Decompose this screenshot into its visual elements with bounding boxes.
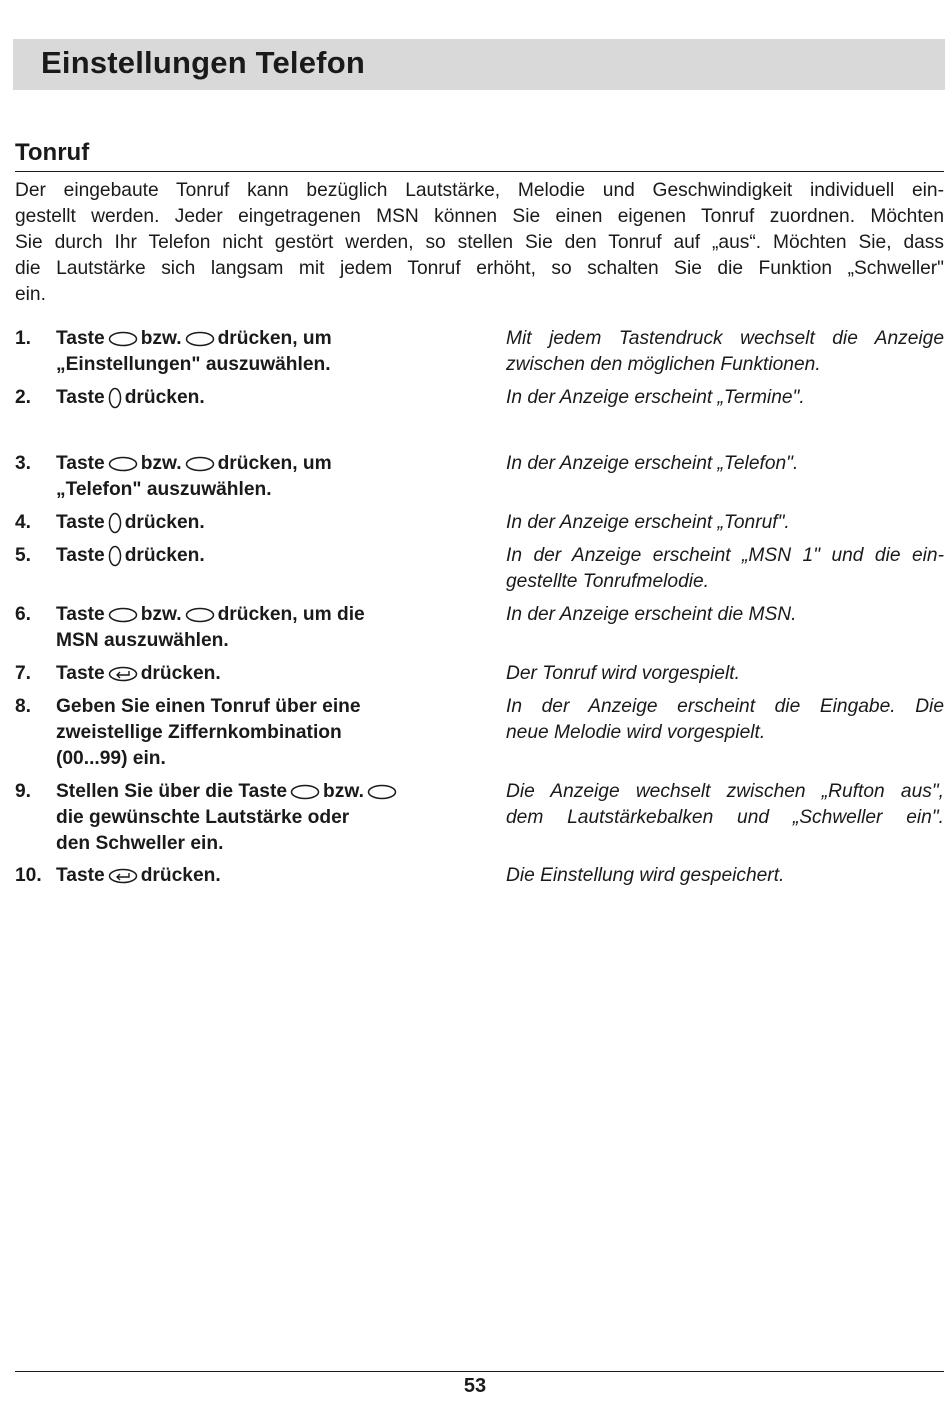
intro-paragraph bbox=[15, 178, 944, 308]
step-number: 7. bbox=[15, 663, 32, 684]
step-text: drücken. bbox=[124, 512, 205, 533]
step-text: Taste bbox=[56, 512, 105, 533]
vertical-oval-key-icon bbox=[108, 545, 122, 567]
step-number: 5. bbox=[15, 545, 32, 566]
note-line: In der Anzeige erscheint „Telefon". bbox=[506, 453, 799, 474]
step-instruction bbox=[56, 863, 476, 889]
note-line: neue Melodie wird vorgespielt. bbox=[506, 722, 766, 743]
oval-key-icon bbox=[185, 607, 215, 623]
step-text: Taste bbox=[56, 604, 105, 625]
oval-key-icon bbox=[108, 607, 138, 623]
enter-key-icon bbox=[108, 868, 138, 884]
step-note bbox=[506, 863, 944, 889]
note-line: Der Tonruf wird vorgespielt. bbox=[506, 663, 740, 684]
section-divider bbox=[15, 171, 944, 172]
note-line: gestellte Tonrufmelodie. bbox=[506, 571, 710, 592]
step-text: Stellen Sie über die Taste bbox=[56, 781, 288, 802]
step-number: 6. bbox=[15, 604, 32, 625]
vertical-oval-key-icon bbox=[108, 387, 122, 409]
vertical-oval-key-icon bbox=[108, 512, 122, 534]
step-note bbox=[506, 779, 944, 831]
step-note bbox=[506, 543, 944, 595]
section-title: Tonruf bbox=[15, 139, 90, 166]
step-text: bzw. bbox=[140, 604, 182, 625]
step-text: zweistellige Ziffernkombination bbox=[56, 722, 342, 743]
step-text: Taste bbox=[56, 453, 105, 474]
step-note bbox=[506, 694, 944, 746]
step-instruction bbox=[56, 694, 476, 772]
oval-key-icon bbox=[367, 784, 397, 800]
step-text: „Telefon" auszuwählen. bbox=[56, 479, 272, 500]
step-text: Taste bbox=[56, 663, 105, 684]
oval-key-icon bbox=[108, 331, 138, 347]
footer-divider bbox=[15, 1371, 944, 1372]
step-number: 4. bbox=[15, 512, 32, 533]
step-text: drücken, um bbox=[217, 453, 332, 474]
step-instruction bbox=[56, 543, 476, 569]
step-number: 9. bbox=[15, 781, 32, 802]
step-number: 2. bbox=[15, 387, 32, 408]
step-text: drücken. bbox=[140, 663, 221, 684]
header-bar bbox=[13, 39, 945, 90]
step-note bbox=[506, 326, 944, 378]
note-line: Die Anzeige wechselt zwischen „Rufton aus", bbox=[506, 781, 944, 802]
step-number: 10. bbox=[15, 865, 42, 886]
step-instruction bbox=[56, 602, 476, 654]
step-instruction bbox=[56, 510, 476, 536]
step-number: 8. bbox=[15, 696, 32, 717]
note-line: In der Anzeige erscheint „Tonruf". bbox=[506, 512, 790, 533]
note-line: dem Lautstärkebalken und „Schweller ein". bbox=[506, 807, 944, 828]
step-text: bzw. bbox=[323, 781, 364, 802]
step-text: drücken, um bbox=[217, 328, 332, 349]
note-line: Mit jedem Tastendruck wechselt die Anzeige bbox=[506, 328, 944, 349]
note-line: In der Anzeige erscheint die MSN. bbox=[506, 604, 797, 625]
step-instruction bbox=[56, 326, 476, 378]
oval-key-icon bbox=[108, 456, 138, 472]
step-note bbox=[506, 661, 944, 687]
intro-line: Der eingebaute Tonruf kann bezüglich Lautstärke, Melodie und Geschwindigkeit individuell ein- bbox=[15, 180, 944, 201]
step-text: bzw. bbox=[140, 328, 182, 349]
step-note bbox=[506, 451, 944, 477]
step-number: 1. bbox=[15, 328, 32, 349]
step-text: drücken. bbox=[140, 865, 221, 886]
note-line: In der Anzeige erscheint „MSN 1" und die ein- bbox=[506, 545, 944, 566]
oval-key-icon bbox=[185, 456, 215, 472]
note-line: In der Anzeige erscheint die Eingabe. Die bbox=[506, 696, 944, 717]
step-text: drücken. bbox=[124, 387, 205, 408]
note-line: In der Anzeige erscheint „Termine". bbox=[506, 387, 805, 408]
step-text: „Einstellungen" auszuwählen. bbox=[56, 354, 331, 375]
step-number: 3. bbox=[15, 453, 32, 474]
note-line: zwischen den möglichen Funktionen. bbox=[506, 354, 821, 375]
intro-line: Sie durch Ihr Telefon nicht gestört werden, so stellen Sie den Tonruf auf „aus“. Möchten Sie, dass bbox=[15, 232, 944, 253]
step-text: drücken, um die bbox=[217, 604, 365, 625]
step-text: Taste bbox=[56, 545, 105, 566]
step-instruction bbox=[56, 661, 476, 687]
step-instruction bbox=[56, 779, 476, 857]
step-note bbox=[506, 602, 944, 628]
step-text: drücken. bbox=[124, 545, 205, 566]
page-title: Einstellungen Telefon bbox=[41, 45, 365, 80]
step-instruction bbox=[56, 451, 476, 503]
oval-key-icon bbox=[185, 331, 215, 347]
step-note bbox=[506, 385, 944, 411]
step-text: den Schweller ein. bbox=[56, 833, 224, 854]
note-line: Die Einstellung wird gespeichert. bbox=[506, 865, 785, 886]
step-note bbox=[506, 510, 944, 536]
intro-line: ein. bbox=[15, 284, 46, 305]
enter-key-icon bbox=[108, 666, 138, 682]
oval-key-icon bbox=[290, 784, 320, 800]
step-text: MSN auszuwählen. bbox=[56, 630, 229, 651]
step-text: Taste bbox=[56, 328, 105, 349]
step-text: bzw. bbox=[140, 453, 182, 474]
step-instruction bbox=[56, 385, 476, 411]
intro-line: gestellt werden. Jeder eingetragenen MSN können Sie einen eigenen Tonruf zuordnen. Möchten bbox=[15, 206, 944, 227]
step-text: die gewünschte Lautstärke oder bbox=[56, 807, 350, 828]
page-number: 53 bbox=[463, 1375, 487, 1397]
step-text: Taste bbox=[56, 387, 105, 408]
intro-line: die Lautstärke sich langsam mit jedem Tonruf erhöht, so schalten Sie die Funktion „Schweller" bbox=[15, 258, 944, 279]
step-text: (00...99) ein. bbox=[56, 748, 166, 769]
step-text: Geben Sie einen Tonruf über eine bbox=[56, 696, 361, 717]
step-text: Taste bbox=[56, 865, 105, 886]
